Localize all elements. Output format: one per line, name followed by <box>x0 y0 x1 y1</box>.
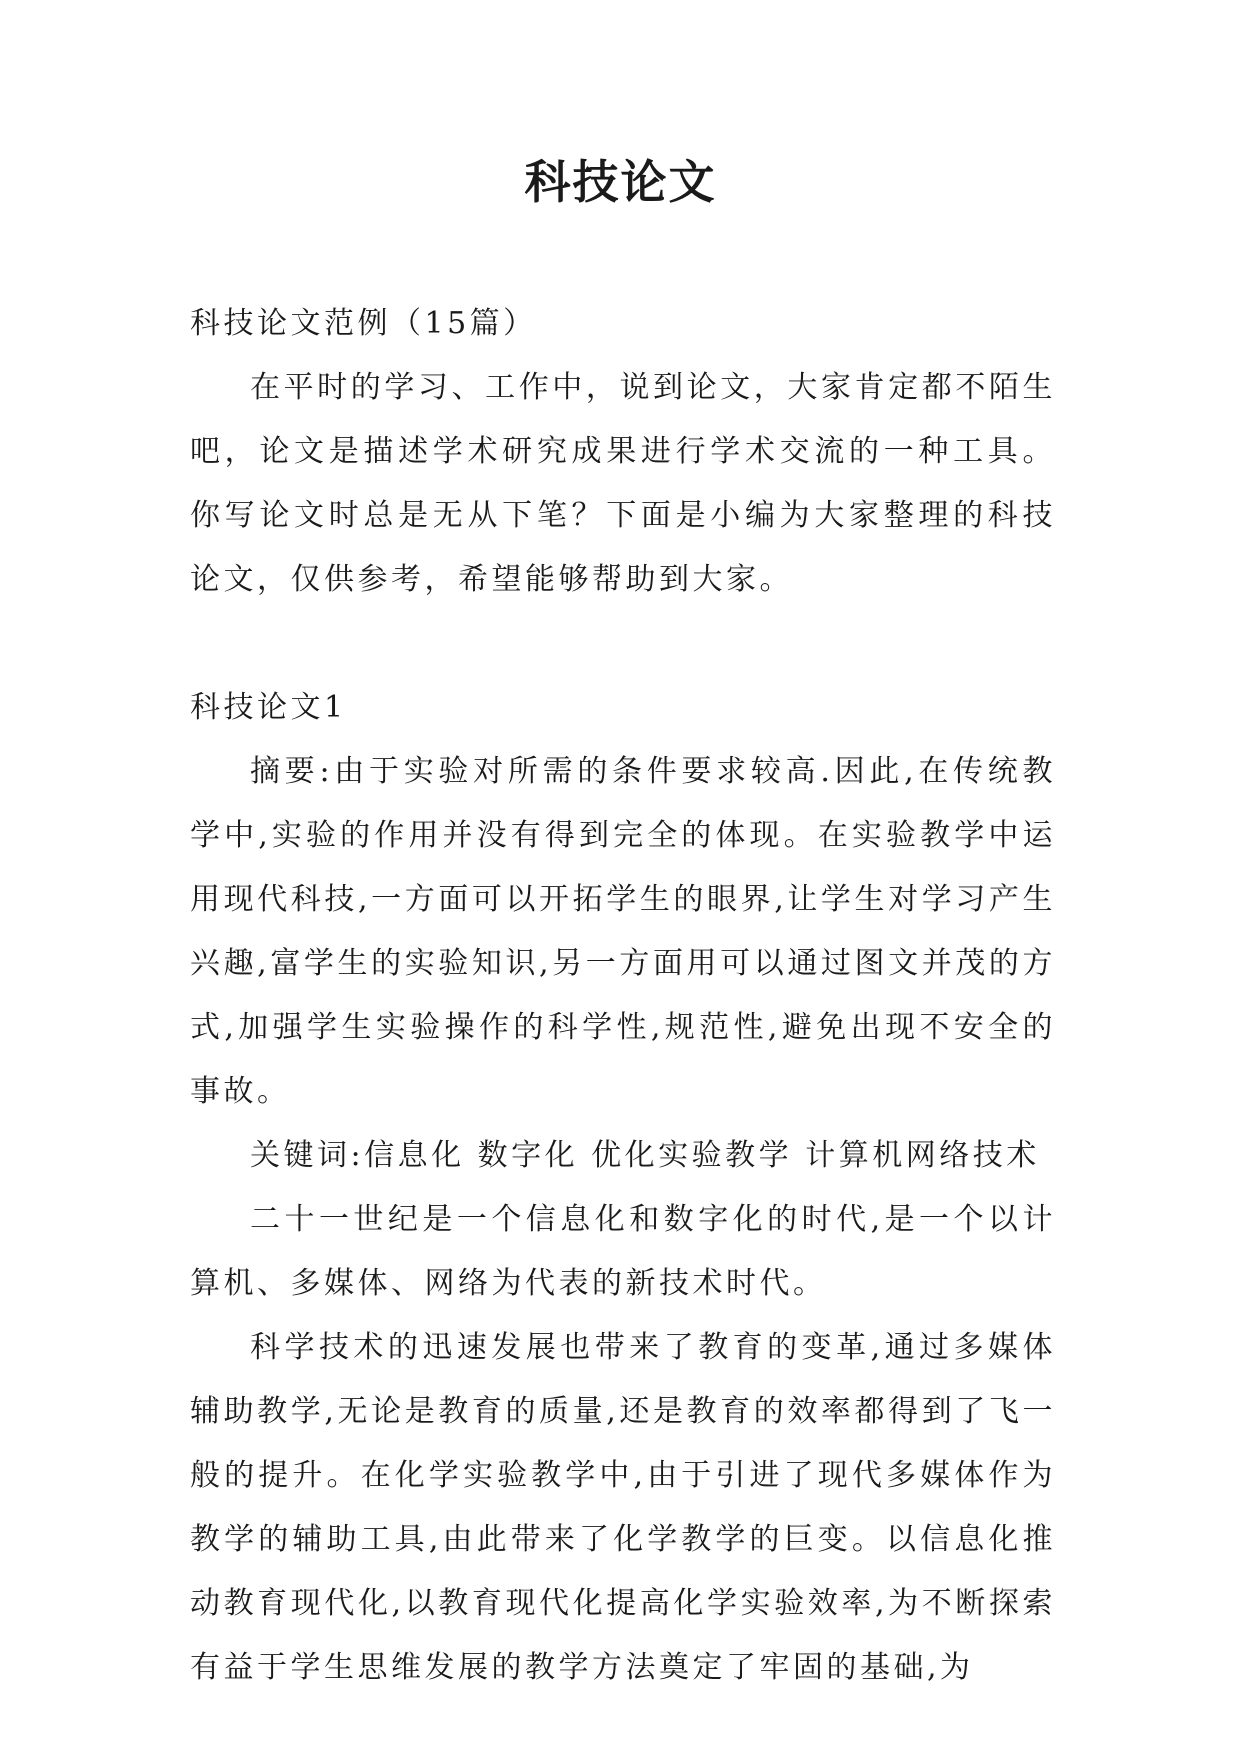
document-title: 科技论文 <box>524 155 717 209</box>
keywords-paragraph: 关键词:信息化 数字化 优化实验教学 计算机网络技术 <box>250 1138 1040 1173</box>
section-heading: 科技论文1 <box>190 690 347 725</box>
body-paragraph: 科学技术的迅速发展也带来了教育的变革,通过多媒体辅助教学,无论是教育的质量,还是教育的效率都得到了飞一般的提升。在化学实验教学中,由于引进了现代多媒体作为教学的辅助工具,由此带来了化学教学的巨变。以信息化推动教育现代化,以教育现代化提高化学实验效率,为不断探索有益于学生思维发展的教学方法奠定了牢固的基础,为 <box>190 1330 1056 1685</box>
abstract-paragraph: 摘要:由于实验对所需的条件要求较高.因此,在传统教学中,实验的作用并没有得到完全的体现。在实验教学中运用现代科技,一方面可以开拓学生的眼界,让学生对学习产生兴趣,富学生的实验知识,另一方面用可以通过图文并茂的方式,加强学生实验操作的科学性,规范性,避免出现不安全的事故。 <box>190 754 1056 1109</box>
body-paragraph: 二十一世纪是一个信息化和数字化的时代,是一个以计算机、多媒体、网络为代表的新技术时代。 <box>190 1202 1056 1301</box>
document-body <box>190 292 1056 1700</box>
collection-heading: 科技论文范例（15篇） <box>190 306 537 341</box>
intro-paragraph: 在平时的学习、工作中，说到论文，大家肯定都不陌生吧，论文是描述学术研究成果进行学术交流的一种工具。你写论文时总是无从下笔？下面是小编为大家整理的科技论文，仅供参考，希望能够帮助到大家。 <box>190 370 1056 597</box>
